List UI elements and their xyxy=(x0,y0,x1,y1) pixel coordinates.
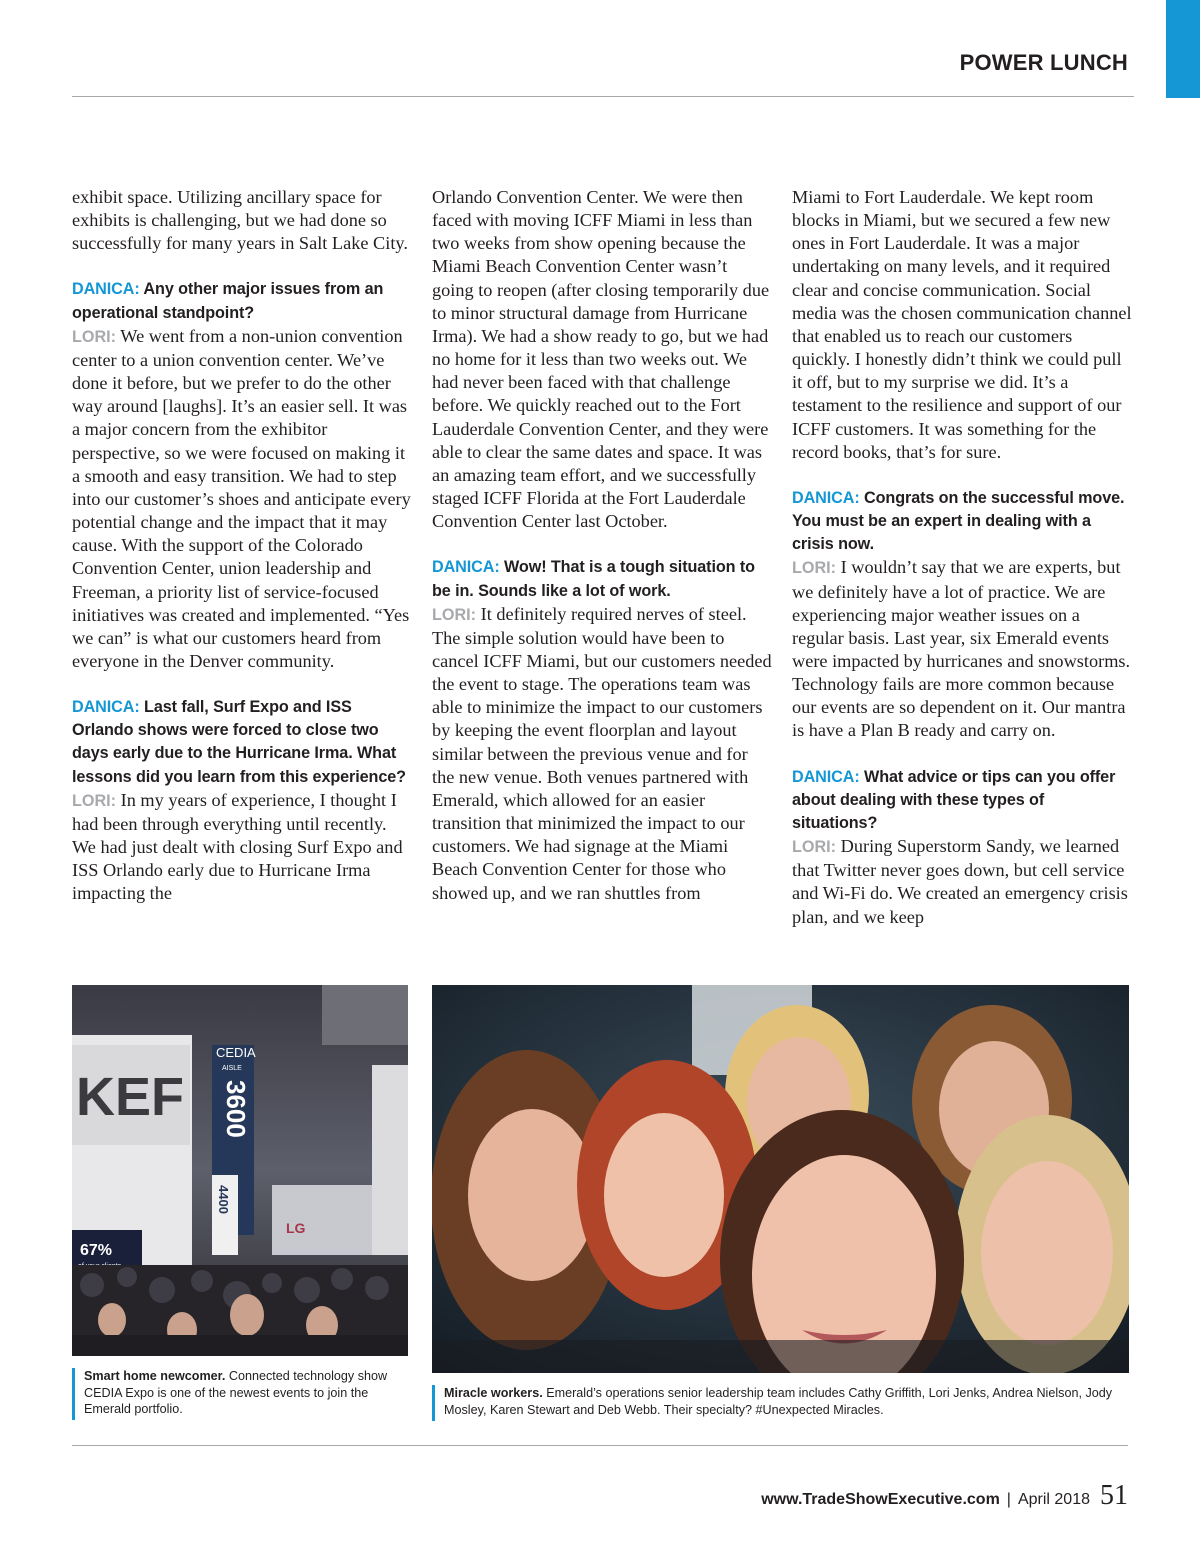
website-link[interactable]: www.TradeShowExecutive.com xyxy=(761,1491,1000,1508)
photo-caption-team xyxy=(432,1385,1134,1421)
caption-lead: Miracle workers. xyxy=(444,1386,543,1400)
footer-separator: | xyxy=(1006,1491,1011,1508)
page-footer xyxy=(761,1480,1128,1512)
page-number: 51 xyxy=(1100,1480,1128,1511)
stat-percent: 67% xyxy=(80,1242,113,1259)
interview-answer: LORI: I wouldn’t say that we are experts, but we definitely have a lot of practice. We are experiencing major weather issues on a regular basis. Last year, six Emerald events were impacted by hurricanes and snowstorms. Technology fails are more common because our events are so dependent on it. Our mantra is have a Plan B ready and carry on. xyxy=(792,557,1131,741)
speaker-label: DANICA: xyxy=(72,698,140,717)
paragraph-gap xyxy=(792,464,1132,487)
speaker-label: DANICA: xyxy=(72,280,140,299)
issue-date: April 2018 xyxy=(1017,1491,1090,1508)
kef-sign: KEF xyxy=(76,1067,184,1127)
speaker-label: LORI: xyxy=(792,838,837,857)
cedia-sign: CEDIA xyxy=(216,1045,256,1060)
speaker-label: LORI: xyxy=(72,791,117,810)
interview-answer: LORI: We went from a non-union convention center to a union convention center. We’ve done it before, but we prefer to do the other way around [laughs]. It’s an easier sell. It was a major concern from the exhibitor perspective, so we were focused on making it a smooth and easy transition. We had to step into our customer’s shoes and anticipate every potential change and the impact that it may cause. With the support of the Colorado Convention Center, union leadership and Freeman, a priority list of service-focused initiatives was created and implemented. “Yes we can” is what our customers heard from everyone in the Denver community. xyxy=(72,325,411,671)
speaker-label: DANICA: xyxy=(792,488,860,507)
footer-rule xyxy=(72,1445,1128,1446)
section-title: POWER LUNCH xyxy=(959,50,1128,75)
interview-question: DANICA: Congrats on the successful move. You must be an expert in dealing with a crisis now. xyxy=(792,488,1125,554)
speaker-label: DANICA: xyxy=(432,558,500,577)
photo-caption-cedia xyxy=(72,1368,406,1420)
interview-question: DANICA: Any other major issues from an operational standpoint? xyxy=(72,280,384,322)
aisle-number: 3600 xyxy=(221,1080,251,1138)
body-paragraph: exhibit space. Utilizing ancillary space for exhibits is challenging, but we had done so successfully for many years in Salt Lake City. xyxy=(72,187,408,254)
text-column-3 xyxy=(792,186,1132,976)
aisle-number-2: 4400 xyxy=(216,1185,231,1214)
body-paragraph: Orlando Convention Center. We were then faced with moving ICFF Miami in less than two weeks from show opening because the Miami Beach Convention Center wasn’t going to reopen (after closing temporarily due to minor structural damage from Hurricane Irma). We had a show ready to go, but we had no home for it less than two weeks out. We had never been faced with that challenge before. We quickly reached out to the Fort Lauderdale Convention Center, and they were able to clear the same dates and space. It was an amazing team effort, and we successfully staged ICFF Florida at the Fort Lauderdale Convention Center last October. xyxy=(432,187,770,532)
paragraph-gap xyxy=(792,743,1132,766)
interview-question: DANICA: Last fall, Surf Expo and ISS Orlando shows were forced to close two days early due to the Hurricane Irma. What lessons did you learn from this experience? xyxy=(72,698,406,786)
interview-answer: LORI: It definitely required nerves of steel. The simple solution would have been to cancel ICFF Miami, but our customers needed the event to stage. The operations team was able to minimize the impact to our customers by keeping the event floorplan and layout similar between the previous venue and for the new venue. Both venues partnered with Emerald, which allowed for an easier transition that minimized the impact to our customers. We had signage at the Miami Beach Convention Center for those who showed up, and we ran shuttles from xyxy=(432,603,772,903)
speaker-label: DANICA: xyxy=(792,767,860,786)
speaker-label: LORI: xyxy=(792,559,837,578)
caption-text: Emerald’s operations senior leadership team includes Cathy Griffith, Lori Jenks, Andrea Nielson, Jody Mosley, Karen Stewart and Deb Webb. Their specialty? #Unexpected Miracles. xyxy=(444,1386,1113,1417)
caption-text: Connected technology show CEDIA Expo is one of the newest events to join the Emerald portfolio. xyxy=(84,1369,388,1416)
interview-question: DANICA: Wow! That is a tough situation to be in. Sounds like a lot of work. xyxy=(432,558,755,600)
speaker-label: LORI: xyxy=(432,605,477,624)
paragraph-gap xyxy=(72,673,412,696)
text-column-2 xyxy=(432,186,772,976)
section-color-tab xyxy=(1166,0,1200,98)
interview-question: DANICA: What advice or tips can you offer about dealing with these types of situations? xyxy=(792,767,1116,832)
lg-sign: LG xyxy=(286,1220,306,1236)
text-column-1 xyxy=(72,186,412,976)
caption-lead: Smart home newcomer. xyxy=(84,1369,226,1383)
paragraph-gap xyxy=(72,255,412,278)
interview-answer: LORI: During Superstorm Sandy, we learned that Twitter never goes down, but cell service and Wi-Fi do. We created an emergency crisis plan, and we keep xyxy=(792,836,1128,927)
speaker-label: LORI: xyxy=(72,327,117,346)
paragraph-gap xyxy=(432,533,772,556)
body-paragraph: Miami to Fort Lauderdale. We kept room blocks in Miami, but we secured a few new ones in Fort Lauderdale. It was a major undertaking on many levels, and it required clear and concise communication. Social media was the chosen communication channel that enabled us to reach our customers quickly. I honestly didn’t think we could pull it off, but to my surprise we did. It’s a testament to the resilience and support of our ICFF customers. It was something for the record books, that’s for sure. xyxy=(792,187,1132,462)
header-rule xyxy=(72,96,1134,97)
leadership-team-photo xyxy=(432,985,1129,1373)
interview-answer: LORI: In my years of experience, I thought I had been through everything until recently. We had just dealt with closing Surf Expo and ISS Orlando early due to Hurricane Irma impacting the xyxy=(72,789,403,904)
cedia-expo-photo xyxy=(72,985,408,1356)
aisle-label: AISLE xyxy=(222,1065,242,1072)
